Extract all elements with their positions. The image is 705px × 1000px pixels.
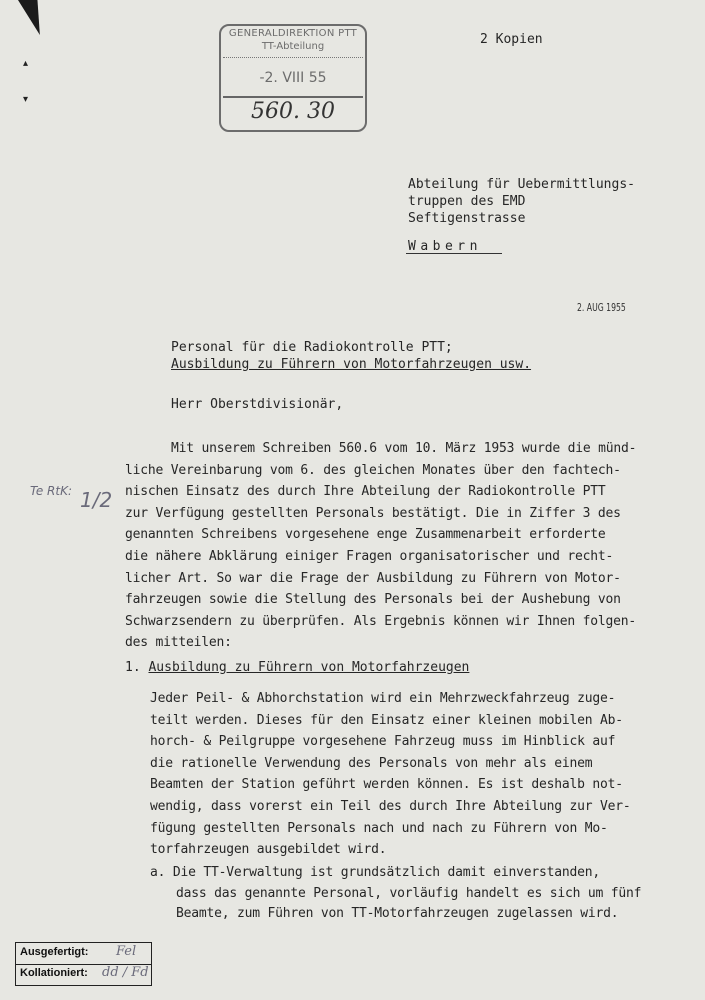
subject-line (171, 339, 531, 373)
address-line: Seftigenstrasse (408, 211, 526, 226)
subsection-line: dass das genannte Personal, vorläufig handelt es sich um fünf (176, 885, 642, 901)
subsection-label: a. (150, 865, 166, 880)
section-line: Jeder Peil- & Abhorchstation wird ein Mehrzweckfahrzeug zuge- (150, 691, 616, 706)
paragraph-line: die nähere Abklärung einiger Fragen organisatorischer und recht- (125, 548, 614, 564)
corner-tab-mark (18, 0, 49, 38)
copies-note: 2 Kopien (480, 32, 543, 47)
section-line: teilt werden. Dieses für den Einsatz einer kleinen mobilen Ab- (150, 712, 623, 728)
margin-annotation: Te RtK: (30, 484, 72, 498)
address-city: Wabern (408, 239, 482, 254)
address-line: Abteilung für Uebermittlungs- (408, 177, 635, 192)
paragraph-line: licher Art. So war die Frage der Ausbildung zu Führern von Motor- (125, 570, 621, 586)
section-title: Ausbildung zu Führern von Motorfahrzeugen (148, 660, 470, 675)
margin-fraction: 1/2 (80, 488, 113, 512)
stamp-divider (223, 57, 363, 58)
collated-initials: dd / Fd (102, 965, 149, 980)
collated-label: Kollationiert: (20, 967, 88, 979)
paragraph-line: nischen Einsatz des durch Ihre Abteilung der Radiokontrolle PTT (125, 484, 606, 500)
paragraph-line: liche Vereinbarung vom 6. des gleichen Monates über den fachtech- (125, 462, 621, 478)
paragraph-line: Schwarzsendern zu überprüfen. Als Ergebnis können wir Ihnen folgen- (125, 613, 636, 629)
section-line: wendig, dass vorerst ein Teil des durch Ihre Abteilung zur Ver- (150, 798, 631, 814)
paragraph-line: fahrzeugen sowie die Stellung des Personals bei der Aushebung von (125, 592, 621, 608)
stamp-department: TT-Abteilung (261, 41, 325, 52)
processing-row-collated (16, 964, 151, 985)
stamp-date: -2. VIII 55 (259, 70, 327, 86)
section-line: horch- & Peilgruppe vorgesehene Fahrzeug muss im Hinblick auf (150, 734, 616, 750)
prepared-label: Ausgefertigt: (20, 946, 89, 958)
subsection-a (150, 863, 641, 925)
body-paragraph (125, 438, 695, 654)
paragraph-line: genannten Schreibens vorgesehene enge Zusammenarbeit erforderte (125, 527, 606, 543)
section-1-body (150, 688, 630, 861)
processing-row-prepared (16, 943, 151, 965)
paragraph-line: des mitteilen: (125, 635, 232, 651)
punch-mark-icon: ▾ (23, 94, 29, 105)
salutation: Herr Oberstdivisionär, (171, 397, 344, 412)
recipient-address (408, 176, 635, 255)
processing-box (15, 942, 152, 986)
punch-mark-icon: ▴ (23, 58, 29, 69)
stamp-divider (223, 96, 363, 98)
subsection-line: Die TT-Verwaltung ist grundsätzlich damit einverstanden, (172, 865, 600, 880)
section-line: fügung gestellten Personals nach und nach zu Führern von Mo- (150, 820, 608, 836)
prepared-initials: Fel (116, 944, 137, 959)
section-line: Beamten der Station geführt werden können. Es ist deshalb not- (150, 777, 623, 793)
subject-line-2: Ausbildung zu Führern von Motorfahrzeugen usw. (171, 357, 532, 372)
stamp-office: GENERALDIREKTION PTT (228, 28, 358, 39)
paragraph-line: zur Verfügung gestellten Personals bestätigt. Die in Ziffer 3 des (125, 505, 621, 521)
section-number: 1. (125, 660, 141, 675)
address-line: truppen des EMD (408, 194, 526, 209)
paragraph-line: Mit unserem Schreiben 560.6 vom 10. März 1953 wurde die münd- (171, 441, 637, 456)
section-line: torfahrzeugen ausgebildet wird. (150, 842, 387, 858)
letter-date-stamp: 2. AUG 1955 (577, 301, 626, 314)
stamp-file-number: 560. 30 (251, 99, 335, 124)
section-line: die rationelle Verwendung des Personals von mehr als einem (150, 755, 593, 771)
receipt-stamp (219, 24, 367, 132)
city-underline (406, 253, 502, 254)
subject-line-1: Personal für die Radiokontrolle PTT; (171, 340, 453, 355)
section-1-heading (125, 660, 469, 675)
subsection-line: Beamte, zum Führen von TT-Motorfahrzeugen zugelassen wird. (176, 906, 619, 921)
